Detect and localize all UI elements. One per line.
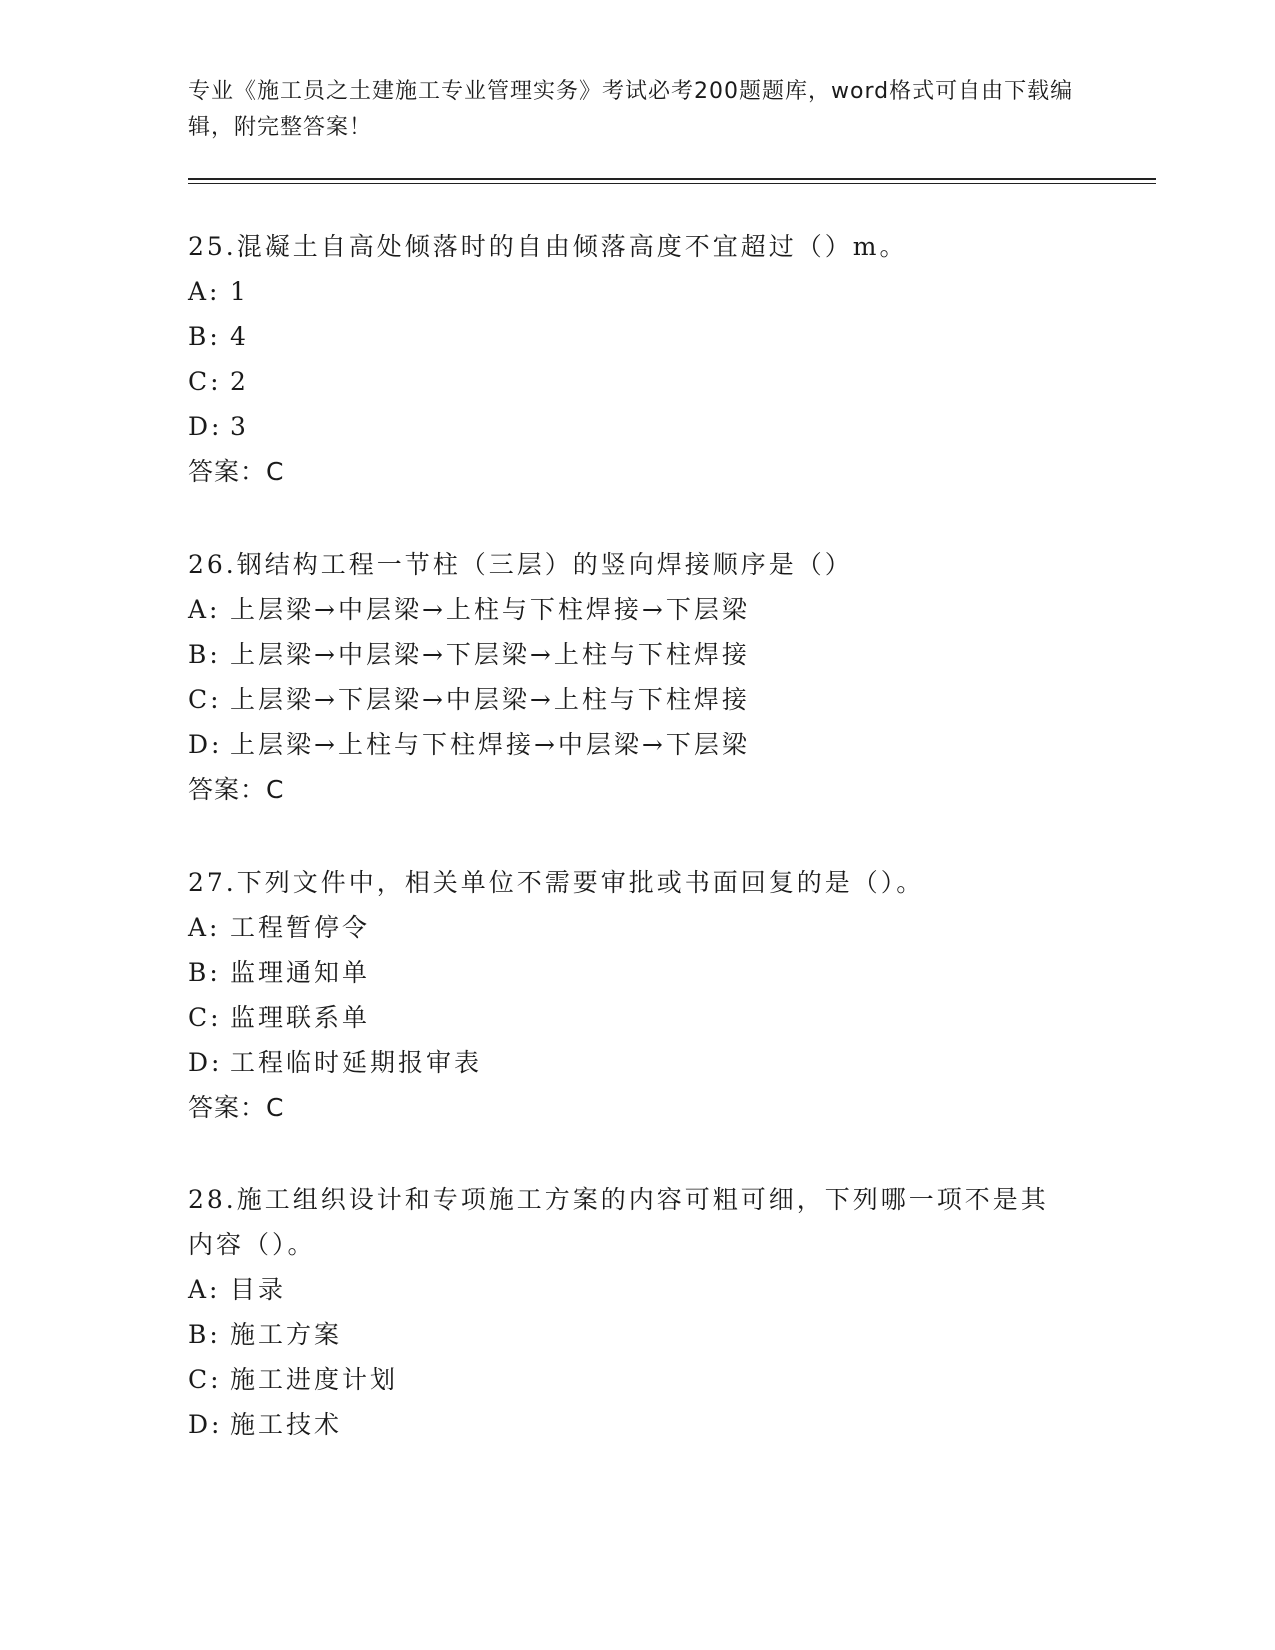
option-text: 监理通知单 [230, 958, 371, 987]
option-a [188, 587, 1088, 632]
option-text: 上层梁→下层梁→中层梁→上柱与下柱焊接 [230, 685, 750, 714]
option-c [188, 995, 1088, 1040]
option-b [188, 632, 1088, 677]
option-key: C: [188, 1365, 222, 1394]
option-key: D: [188, 1048, 223, 1077]
answer-line: 答案：C [188, 775, 285, 804]
option-d [188, 1040, 1088, 1085]
option-key: A: [188, 595, 221, 624]
header-title: 专业《施工员之土建施工专业管理实务》考试必考200题题库，word格式可自由下载编辑，附完整答案！ [188, 79, 1074, 140]
option-text: 1 [230, 277, 249, 306]
answer-line: 答案：C [188, 457, 285, 486]
option-text: 4 [230, 322, 249, 351]
question-stem: 25.混凝土自高处倾落时的自由倾落高度不宜超过（）m。 [188, 232, 908, 261]
option-text: 上层梁→中层梁→下层梁→上柱与下柱焊接 [230, 640, 750, 669]
question-28 [188, 1177, 1068, 1447]
option-text: 施工方案 [230, 1320, 343, 1349]
option-a [188, 269, 1088, 314]
option-b [188, 1312, 1068, 1357]
option-a [188, 905, 1088, 950]
option-d [188, 404, 1088, 449]
option-key: B: [188, 1320, 221, 1349]
option-c [188, 359, 1088, 404]
option-key: B: [188, 322, 221, 351]
option-b [188, 314, 1088, 359]
option-text: 上层梁→中层梁→上柱与下柱焊接→下层梁 [230, 595, 750, 624]
option-d [188, 722, 1088, 767]
option-key: A: [188, 913, 221, 942]
option-key: B: [188, 640, 221, 669]
option-text: 上层梁→上柱与下柱焊接→中层梁→下层梁 [230, 730, 750, 759]
option-key: D: [188, 1410, 223, 1439]
option-text: 2 [230, 367, 249, 396]
option-d [188, 1402, 1068, 1447]
option-b [188, 950, 1088, 995]
header-divider [188, 178, 1156, 184]
option-a [188, 1267, 1068, 1312]
option-text: 施工进度计划 [230, 1365, 399, 1394]
option-text: 工程临时延期报审表 [230, 1048, 483, 1077]
document-header [188, 74, 1088, 146]
question-stem: 26.钢结构工程一节柱（三层）的竖向焊接顺序是（） [188, 550, 853, 579]
option-key: D: [188, 412, 223, 441]
option-key: A: [188, 1275, 221, 1304]
answer-line: 答案：C [188, 1093, 285, 1122]
option-key: A: [188, 277, 221, 306]
question-26 [188, 542, 1088, 812]
option-key: C: [188, 1003, 222, 1032]
question-25 [188, 224, 1088, 494]
option-c [188, 677, 1088, 722]
question-27 [188, 860, 1088, 1130]
option-key: C: [188, 685, 222, 714]
option-c [188, 1357, 1068, 1402]
question-stem: 27.下列文件中，相关单位不需要审批或书面回复的是（）。 [188, 868, 925, 897]
option-key: C: [188, 367, 222, 396]
question-stem: 28.施工组织设计和专项施工方案的内容可粗可细，下列哪一项不是其内容（）。 [188, 1185, 1049, 1259]
option-text: 监理联系单 [230, 1003, 371, 1032]
option-text: 施工技术 [230, 1410, 343, 1439]
option-key: B: [188, 958, 221, 987]
option-key: D: [188, 730, 223, 759]
option-text: 工程暂停令 [230, 913, 371, 942]
option-text: 3 [230, 412, 249, 441]
option-text: 目录 [230, 1275, 287, 1304]
